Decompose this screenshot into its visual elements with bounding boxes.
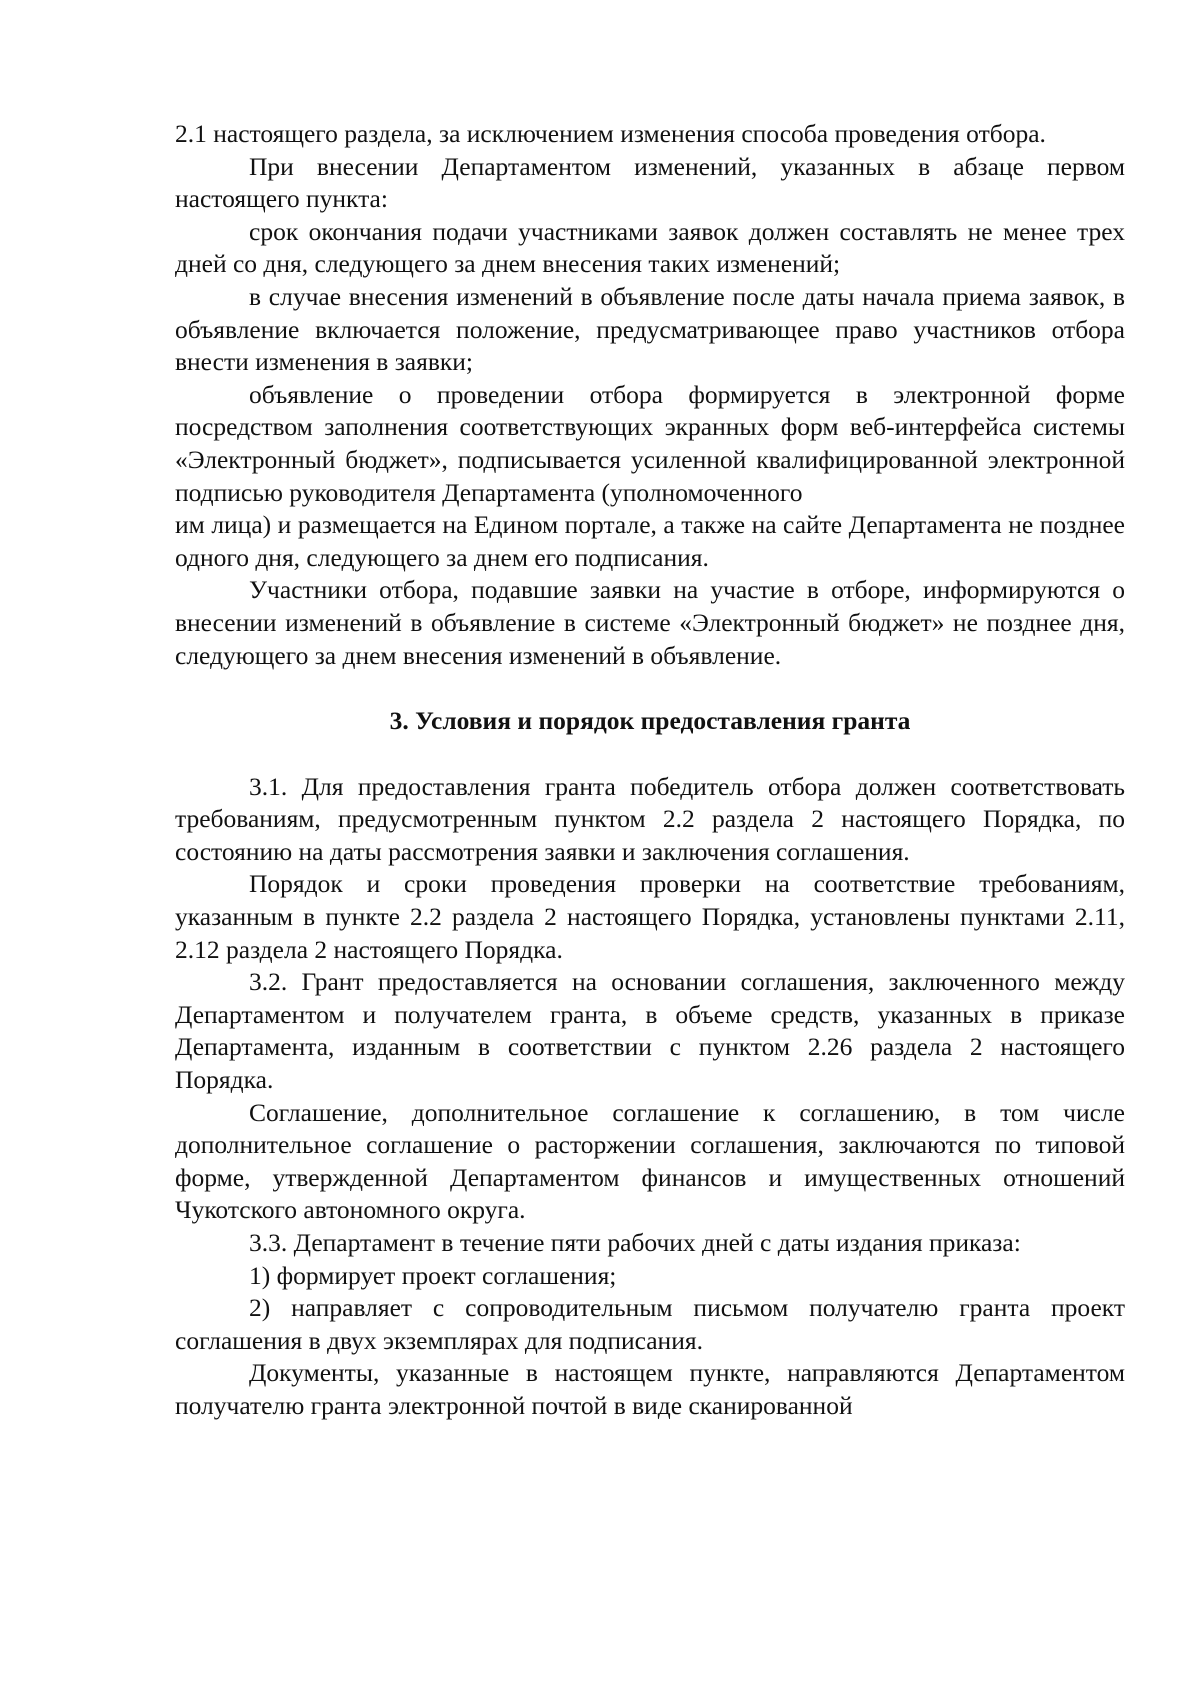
paragraph: 3.3. Департамент в течение пяти рабочих дней с даты издания приказа: — [249, 1228, 1021, 1257]
paragraph-continuation: им лица) и размещается на Едином портале, а также на сайте Департамента не позднее одного дня, следующего за днем его подписания. — [175, 510, 1125, 572]
paragraph: объявление о проведении отбора формируется в электронной форме посредством заполнения соответствующих экранных форм веб-интерфейса системы «Электронный бюджет», подписывается усиленной квалифицированной электронной подписью руководителя Департамента (уполномоченного — [175, 379, 1125, 507]
paragraph: Соглашение, дополнительное соглашение к соглашению, в том числе дополнительное соглашение о расторжении соглашения, заключаются по типовой форме, утвержденной Департаментом финансов и имущественных отношений Чукотского автономного округа. — [175, 1097, 1125, 1225]
paragraph: При внесении Департаментом изменений, указанных в абзаце первом настоящего пункта: — [175, 151, 1125, 214]
paragraph: 3.2. Грант предоставляется на основании соглашения, заключенного между Департаментом и получателем гранта, в объеме средств, указанных в приказе Департамента, изданным в соответствии с пунктом 2.26 раздела 2 настоящего Порядка. — [175, 967, 1125, 1095]
spacer — [175, 738, 1125, 771]
paragraph: в случае внесения изменений в объявление после даты начала приема заявок, в объявление включается положение, предусматривающее право участников отбора внести изменения в заявки; — [175, 281, 1125, 377]
spacer — [175, 672, 1125, 705]
paragraph: 2) направляет с сопроводительным письмом получателю гранта проект соглашения в двух экземплярах для подписания. — [175, 1293, 1125, 1355]
section-heading: 3. Условия и порядок предоставления гранта — [389, 706, 911, 736]
paragraph-continuation: 2.1 настоящего раздела, за исключением изменения способа проведения отбора. — [175, 119, 1046, 148]
paragraph: 3.1. Для предоставления гранта победитель отбора должен соответствовать требованиям, предусмотренным пунктом 2.2 раздела 2 настоящего Порядка, по состоянию на даты рассмотрения заявки и заключения соглашения. — [175, 771, 1125, 866]
paragraph: Участники отбора, подавшие заявки на участие в отборе, информируются о внесении изменений в объявление в системе «Электронный бюджет» не позднее дня, следующего за днем внесения изменений в объявление. — [175, 575, 1125, 670]
paragraph: срок окончания подачи участниками заявок должен составлять не менее трех дней со дня, следующего за днем внесения таких изменений; — [175, 216, 1125, 279]
document-body — [175, 118, 1125, 1423]
paragraph: 1) формирует проект соглашения; — [249, 1260, 617, 1290]
paragraph: Порядок и сроки проведения проверки на соответствие требованиям, указанным в пункте 2.2 раздела 2 настоящего Порядка, установлены пунктами 2.11, 2.12 раздела 2 настоящего Порядка. — [175, 869, 1125, 964]
paragraph: Документы, указанные в настоящем пункте, направляются Департаментом получателю гранта электронной почтой в виде сканированной — [175, 1358, 1125, 1420]
